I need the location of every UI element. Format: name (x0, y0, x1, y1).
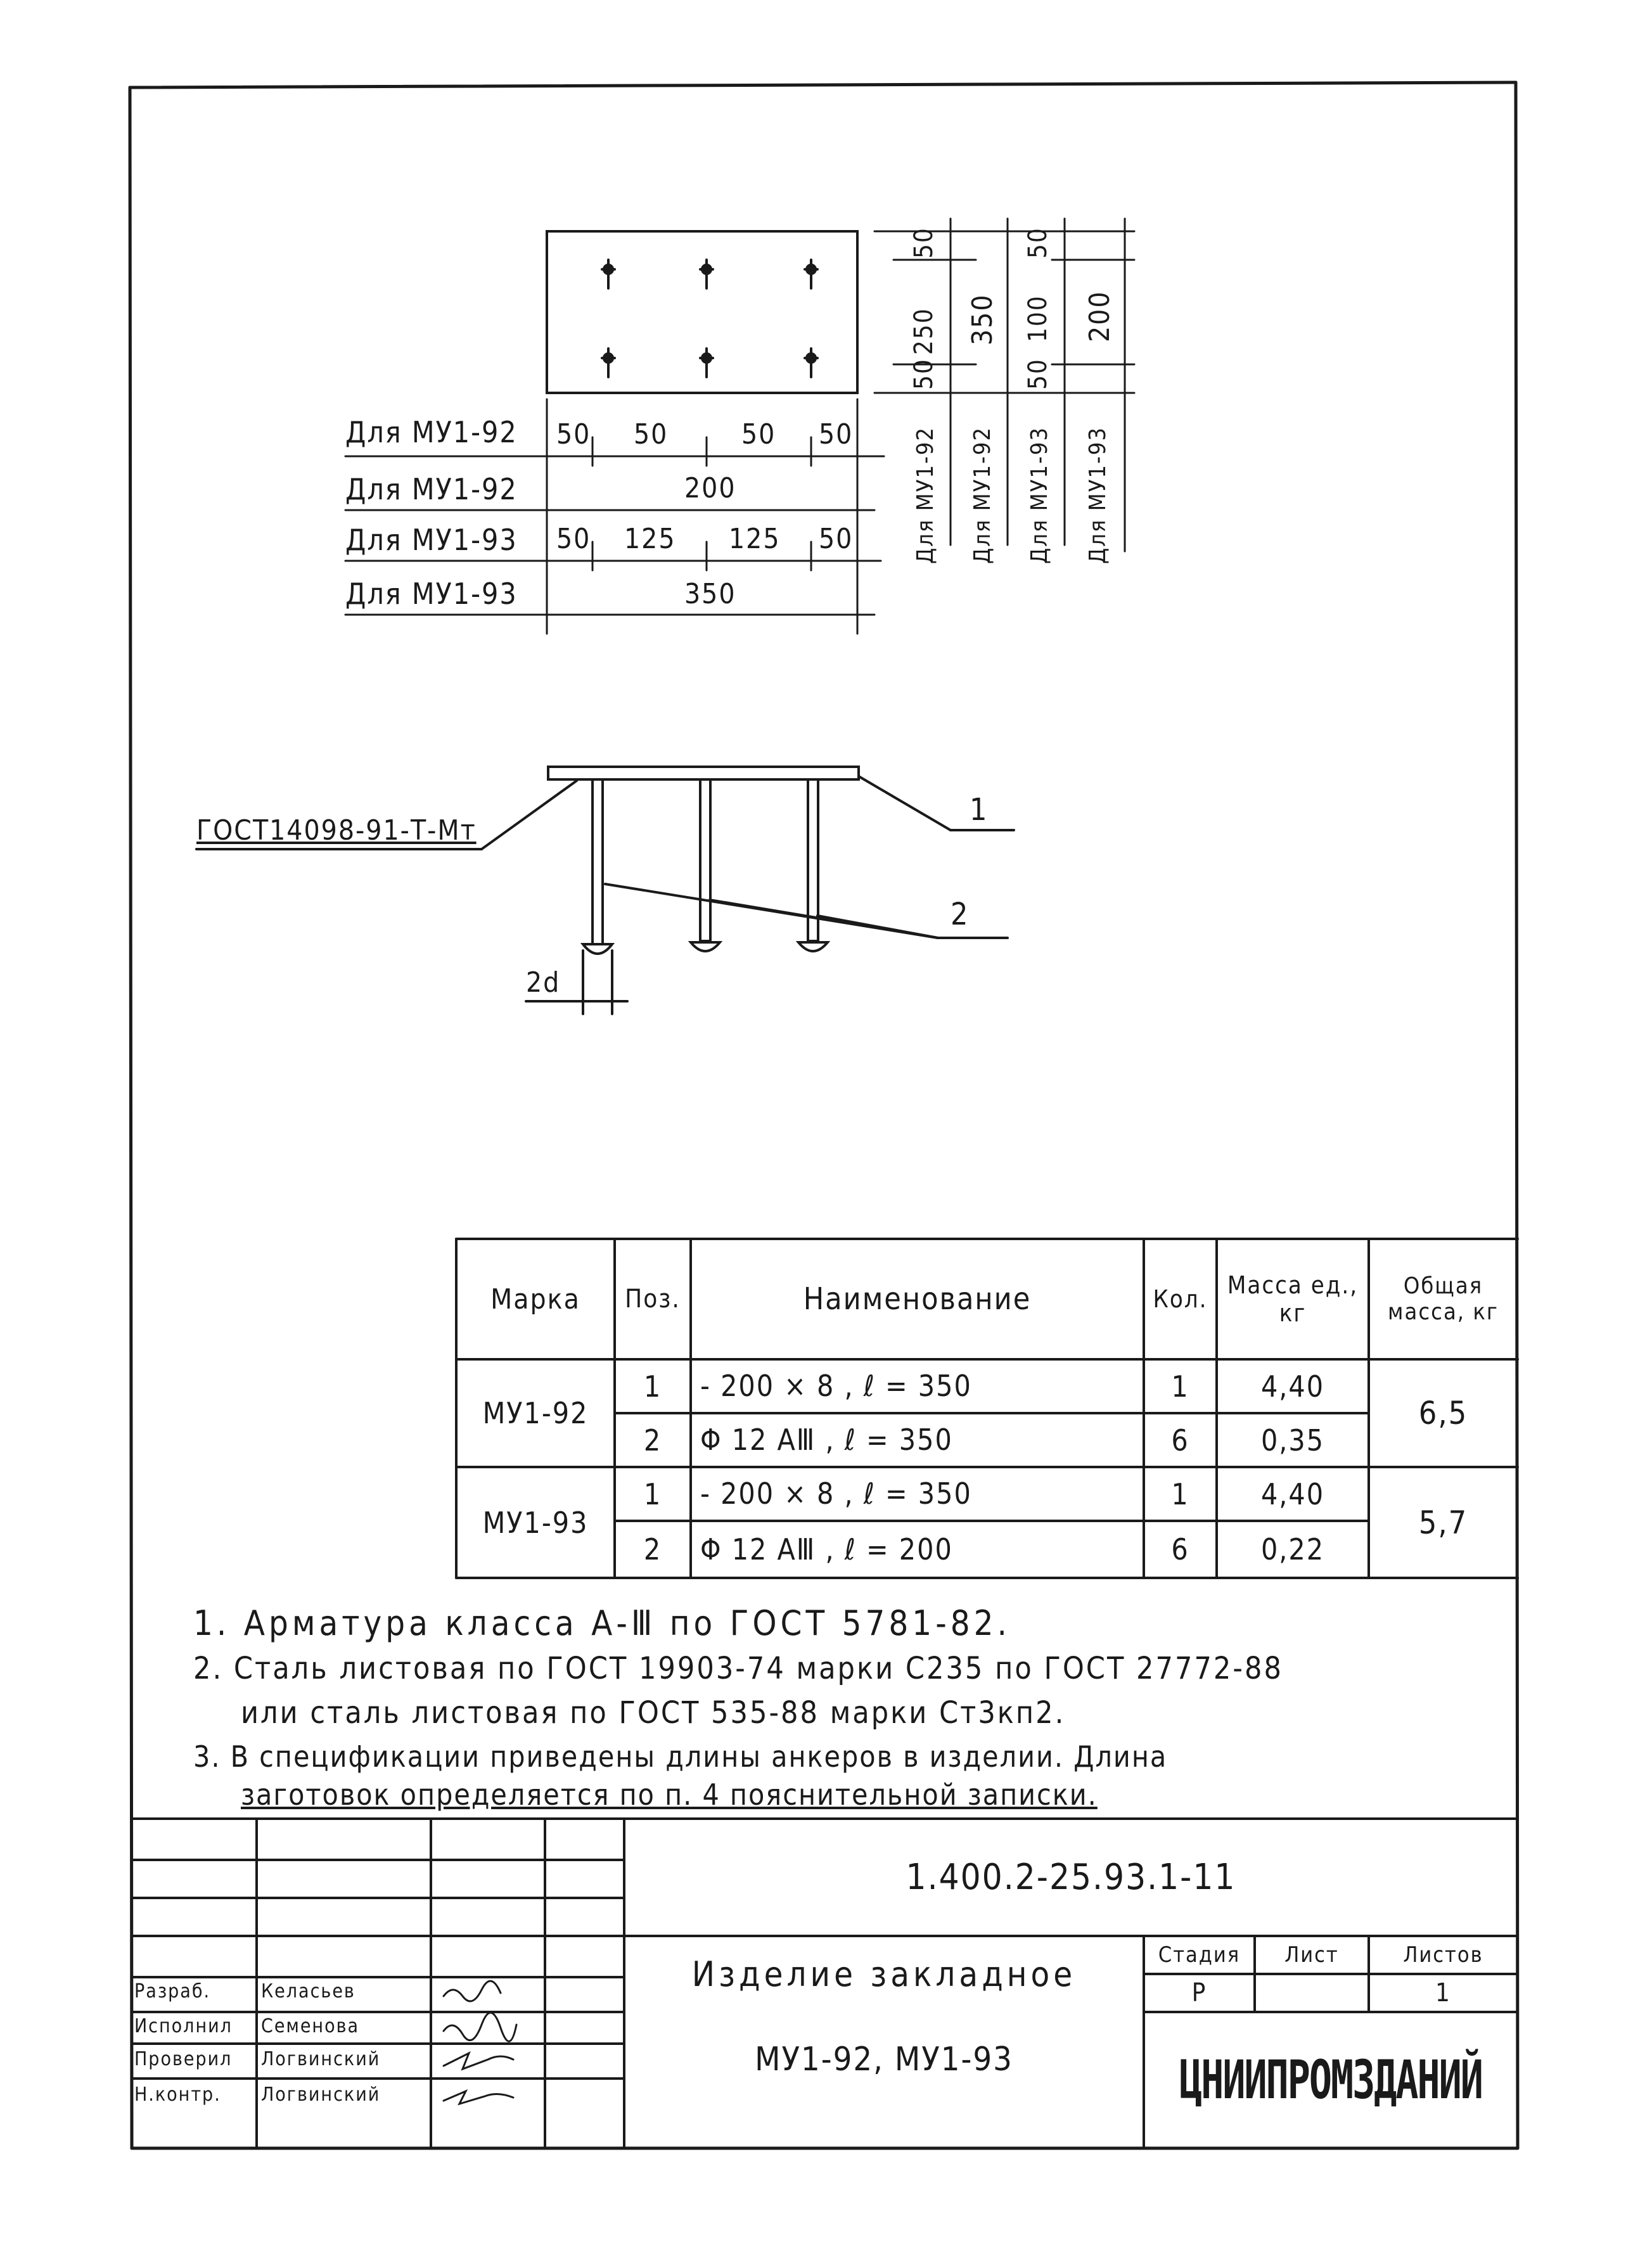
dim-value: 50 (819, 418, 854, 451)
anchor-marks (602, 260, 817, 377)
callout-position-2: 2 (951, 897, 970, 932)
table-cell-mark: МУ1-92 (482, 1396, 589, 1430)
dim-value: 100 (1023, 295, 1053, 342)
anchor-mark (602, 260, 615, 288)
role-label: Исполнил (134, 2015, 233, 2037)
table-cell-name: Φ 12 АⅢ , ℓ = 200 (700, 1532, 953, 1566)
right-dim-label: Для МУ1-92 (913, 426, 938, 564)
table-cell-mark: МУ1-93 (482, 1505, 589, 1540)
role-label: Проверил (134, 2048, 233, 2070)
dim-value: 200 (684, 472, 736, 504)
dim-value: 50 (819, 523, 854, 555)
anchor-mark (805, 349, 817, 377)
role-label: Разраб. (134, 1980, 211, 2002)
anchor-mark (700, 260, 713, 288)
stage-header: Стадия (1158, 1942, 1241, 1968)
document-number: 1.400.2-25.93.1-11 (906, 1857, 1236, 1898)
dim-value: 350 (684, 578, 736, 610)
anchor-mark (602, 349, 615, 377)
dim-value: 50 (1023, 227, 1053, 259)
plan-row-label-4: Для МУ1-93 (345, 577, 518, 611)
table-cell-unit-mass: 4,40 (1260, 1477, 1325, 1511)
dim-value: 125 (729, 523, 781, 555)
note-line: заготовок определяется по п. 4 пояснительной записки. (241, 1778, 1098, 1812)
dim-value: 50 (634, 418, 669, 451)
header-quantity: Кол. (1153, 1285, 1208, 1313)
header-name: Наименование (803, 1281, 1032, 1317)
dim-value: 200 (1084, 290, 1116, 342)
right-dim-label: Для МУ1-92 (970, 426, 996, 564)
note-line: 3. В спецификации приведены длины анкеров в изделии. Длина (193, 1739, 1168, 1774)
section-view (196, 767, 1014, 1014)
anchor-mark (700, 349, 713, 377)
dim-value: 250 (909, 307, 938, 355)
role-label: Н.контр. (134, 2084, 221, 2106)
sheet-header: Лист (1284, 1942, 1339, 1968)
anchor-mark (805, 260, 817, 288)
table-cell-position: 1 (643, 1477, 662, 1511)
dim-value: 50 (1023, 358, 1053, 390)
dim-value: 50 (909, 227, 938, 259)
note-line: или сталь листовая по ГОСТ 535-88 марки Ст3кп2. (241, 1695, 1066, 1731)
callout-position-1: 1 (970, 792, 989, 828)
signatory-name: Логвинский (261, 2084, 381, 2106)
signatory-name: Келасьев (261, 1980, 355, 2002)
table-cell-unit-mass: 0,22 (1260, 1532, 1325, 1566)
organization-stamp: ЦНИИПРОМЗДАНИЙ (1179, 2049, 1482, 2111)
note-line: 2. Сталь листовая по ГОСТ 19903-74 марки С235 по ГОСТ 27772-88 (193, 1651, 1283, 1686)
dim-value: 50 (741, 418, 776, 451)
sheets-header: Листов (1403, 1942, 1483, 1968)
dim-2d-label: 2d (526, 966, 561, 999)
header-position: Поз. (625, 1285, 681, 1314)
table-cell-position: 1 (643, 1369, 662, 1404)
right-dim-label: Для МУ1-93 (1027, 426, 1053, 564)
table-cell-total-mass: 6,5 (1418, 1395, 1468, 1432)
plan-row-label-1: Для МУ1-92 (345, 415, 518, 449)
header-total-mass: Общая масса, кг (1388, 1273, 1499, 1325)
dim-value: 50 (556, 418, 591, 451)
table-cell-quantity: 1 (1171, 1477, 1189, 1511)
dim-value: 350 (966, 293, 999, 345)
note-line: 1. Арматура класса А-Ⅲ по ГОСТ 5781-82. (193, 1603, 1011, 1643)
weld-standard-label: ГОСТ14098-91-Т-Мт (196, 814, 477, 847)
table-cell-quantity: 1 (1171, 1369, 1189, 1404)
table-cell-position: 2 (643, 1423, 662, 1458)
table-cell-quantity: 6 (1171, 1423, 1189, 1458)
stage-value: Р (1191, 1978, 1207, 2008)
header-unit-mass: Масса ед., кг (1227, 1271, 1359, 1327)
dim-value: 50 (909, 358, 938, 390)
signatory-name: Семенова (261, 2015, 360, 2037)
signatory-name: Логвинский (261, 2048, 381, 2070)
table-cell-name: - 200 × 8 , ℓ = 350 (700, 1369, 972, 1403)
table-cell-unit-mass: 0,35 (1260, 1423, 1325, 1458)
table-cell-unit-mass: 4,40 (1260, 1369, 1325, 1404)
plan-row-label-3: Для МУ1-93 (345, 523, 518, 557)
header-mark: Марка (490, 1283, 580, 1316)
plan-row-label-2: Для МУ1-92 (345, 472, 518, 506)
drawing-title: Изделие закладное (691, 1954, 1077, 1994)
table-cell-name: - 200 × 8 , ℓ = 350 (700, 1477, 972, 1511)
table-cell-name: Φ 12 АⅢ , ℓ = 350 (700, 1423, 953, 1457)
right-dim-label: Для МУ1-93 (1085, 426, 1111, 564)
sheets-value: 1 (1435, 1978, 1451, 2008)
table-cell-quantity: 6 (1171, 1532, 1189, 1566)
dim-value: 125 (624, 523, 676, 555)
drawing-subtitle: МУ1-92, МУ1-93 (755, 2041, 1013, 2079)
table-cell-position: 2 (643, 1532, 662, 1566)
dim-value: 50 (556, 523, 591, 555)
table-cell-total-mass: 5,7 (1418, 1504, 1468, 1541)
